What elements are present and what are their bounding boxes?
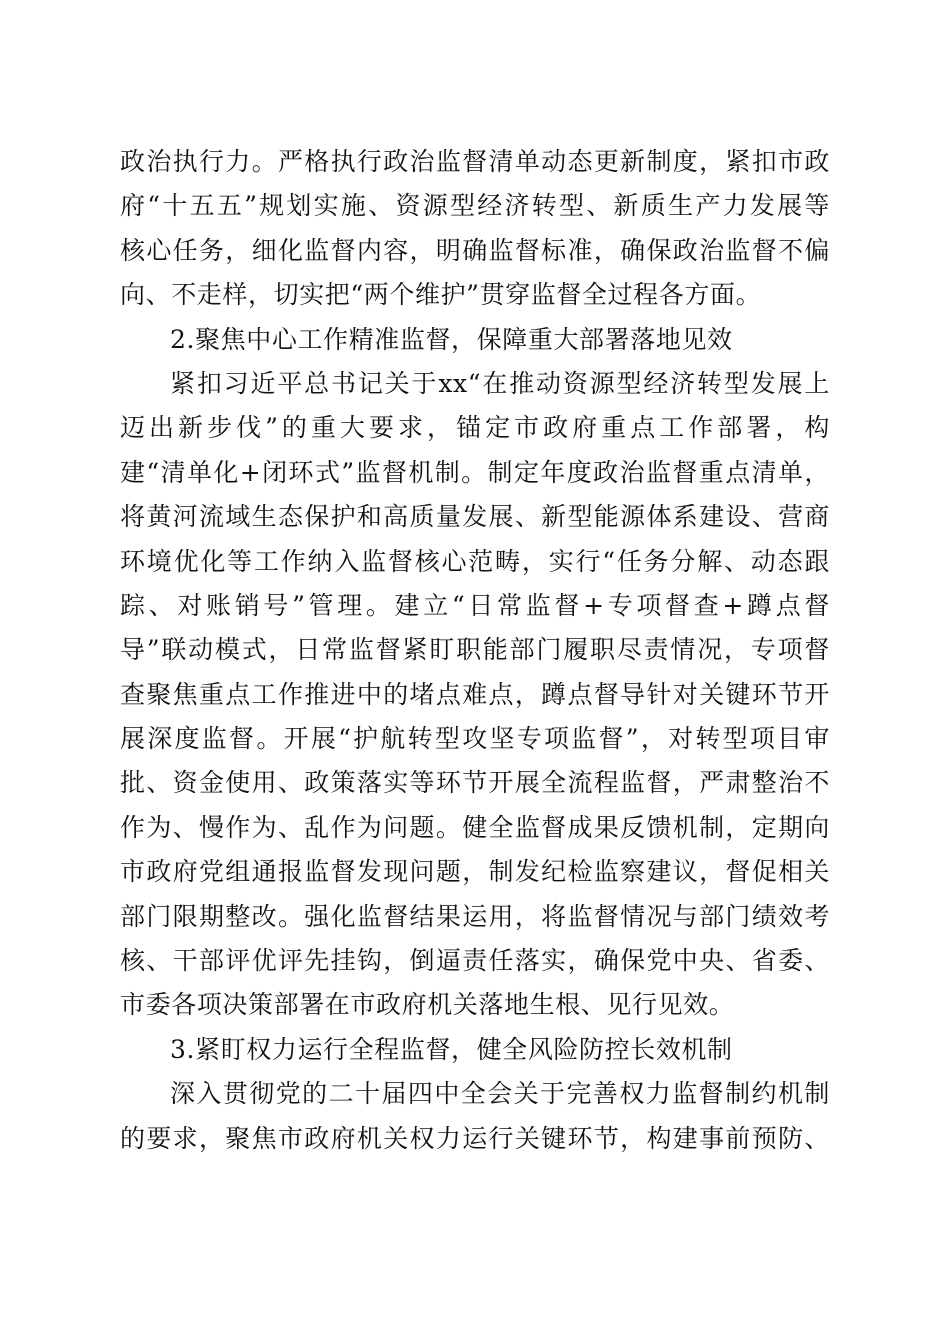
text-line: 的要求，聚焦市政府机关权力运行关键环节，构建事前预防、 [120,1123,830,1153]
text-line: 向、不走样，切实把“两个维护”贯穿监督全过程各方面。 [120,280,762,310]
text-line: 环境优化等工作纳入监督核心范畴，实行“任务分解、动态跟 [120,546,830,576]
text-line: 批、资金使用、政策落实等环节开展全流程监督，严肃整治不 [120,768,830,798]
text-line: 将黄河流域生态保护和高质量发展、新型能源体系建设、营商 [120,502,830,532]
text-line: 部门限期整改。强化监督结果运用，将监督情况与部门绩效考 [120,901,830,931]
text-line: 政治执行力。严格执行政治监督清单动态更新制度，紧扣市政 [120,147,830,176]
section-heading-3: 3.紧盯权力运行全程监督，健全风险防控长效机制 [170,1034,733,1064]
text-line: 市委各项决策部署在市政府机关落地生根、见行见效。 [120,990,735,1020]
text-line: 市政府党组通报监督发现问题，制发纪检监察建议，督促相关 [120,857,830,887]
text-line: 作为、慢作为、乱作为问题。健全监督成果反馈机制，定期向 [120,812,830,842]
text-line: 迈出新步伐”的重大要求，锚定市政府重点工作部署，构 [120,413,830,443]
text-line: 深入贯彻党的二十届四中全会关于完善权力监督制约机制 [170,1079,830,1109]
text-line: 紧扣习近平总书记关于xx“在推动资源型经济转型发展上 [170,368,830,398]
section-heading-2: 2.聚焦中心工作精准监督，保障重大部署落地见效 [170,324,733,354]
text-line: 核心任务，细化监督内容，明确监督标准，确保政治监督不偏 [120,235,830,265]
text-line: 核、干部评优评先挂钩，倒逼责任落实，确保党中央、省委、 [120,946,830,976]
document-body [120,140,830,1161]
text-line: 展深度监督。开展“护航转型攻坚专项监督”，对转型项目审 [120,724,830,754]
text-line: 建“清单化+闭环式”监督机制。制定年度政治监督重点清单， [120,457,830,487]
text-line: 导”联动模式，日常监督紧盯职能部门履职尽责情况，专项督 [120,635,830,665]
text-line: 查聚焦重点工作推进中的堵点难点，蹲点督导针对关键环节开 [120,679,830,709]
text-line: 踪、对账销号”管理。建立“日常监督+专项督查+蹲点督 [120,590,830,620]
text-line: 府“十五五”规划实施、资源型经济转型、新质生产力发展等 [120,191,830,221]
